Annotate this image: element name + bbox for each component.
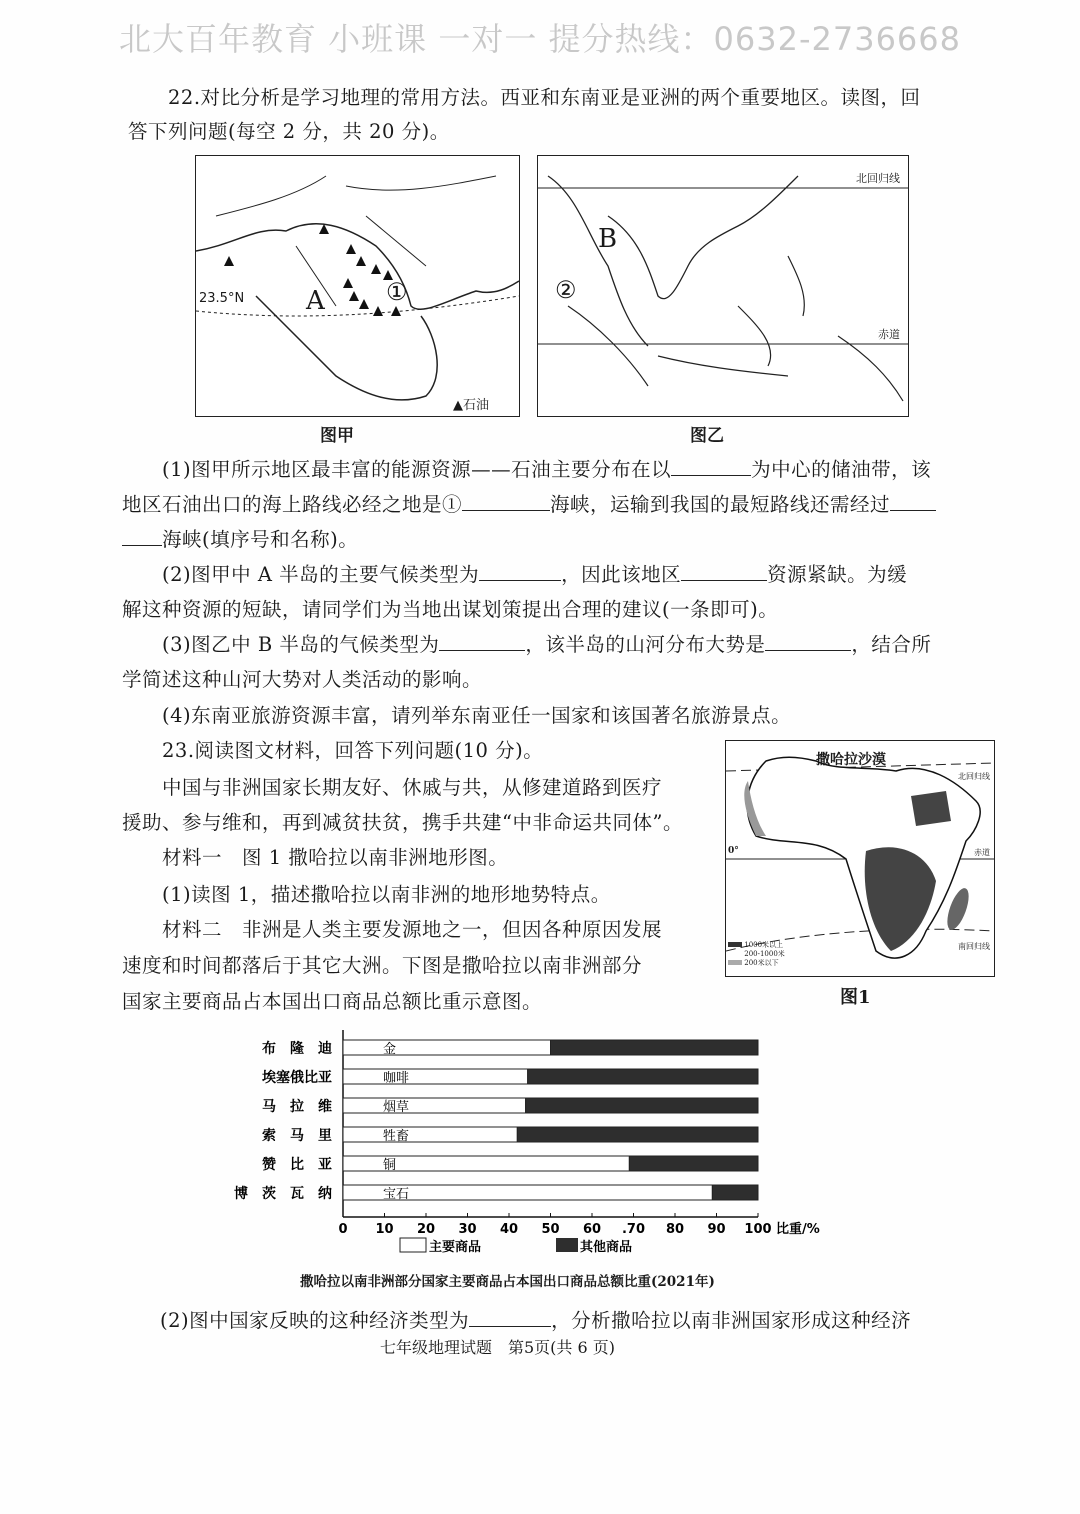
main-goods-label: 金 [383,1042,397,1057]
category-label: 博 茨 瓦 纳 [234,1186,332,1202]
q23-intro: 23.阅读图文材料，回答下列问题(10 分)。 [162,739,544,762]
x-axis-label: 比重/% [776,1222,820,1237]
equator-label: 赤道 [878,328,900,341]
map-africa [725,740,995,977]
tropic-label: 北回归线 [856,172,900,185]
category-label: 马 拉 维 [262,1099,332,1115]
export-share-chart [0,1025,1080,1295]
map-southeast-asia [537,155,909,417]
elevation-legend: 1000米以上 200-1000米 200米以下 [728,941,785,968]
x-tick-label: 90 [707,1222,726,1237]
x-tick-label: 40 [499,1222,519,1237]
bar-main-goods [343,1127,517,1142]
x-tick-label: 20 [416,1222,436,1237]
q22-s3-line2: 学简述这种山河大势对人类活动的影响。 [122,668,483,691]
q22-s3: (3)图乙中 B 半岛的气候类型为 ，该半岛的山河分布大势是 ，结合所 [162,633,932,656]
x-tick-label: 60 [582,1222,602,1237]
x-tick-label: .70 [621,1222,646,1237]
x-tick-label: 10 [375,1222,394,1237]
bar-other-goods [551,1040,759,1055]
x-tick-label: 100 [744,1222,772,1237]
x-tick-label: 0 [338,1222,348,1237]
bar-other-goods [526,1098,758,1113]
category-label: 赞 比 亚 [262,1157,332,1173]
label-1: ① [386,278,408,306]
main-goods-label: 牲畜 [383,1129,410,1144]
bar-main-goods [343,1098,526,1113]
q22-s2-line2: 解这种资源的短缺，请同学们为当地出谋划策提出合理的建议(一条即可)。 [122,598,779,621]
q23-material-2a: 材料二 非洲是人类主要发源地之一，但因各种原因发展 [162,918,663,941]
q23-s2: (2)图中国家反映的这种经济类型为 ，分析撒哈拉以南非洲国家形成这种经济 [160,1309,912,1332]
label-a: A [306,286,325,316]
q22-s1: (1)图甲所示地区最丰富的能源资源——石油主要分布在以 为中心的储油带，该 [162,458,932,481]
bar-other-goods [517,1127,758,1142]
legend-label-main: 主要商品 [429,1240,482,1255]
q23-material-2c: 国家主要商品占本国出口商品总额比重示意图。 [122,990,543,1013]
q22-s2: (2)图甲中 A 半岛的主要气候类型为 ，因此该地区 资源紧缺。为缓 [162,563,908,586]
zero-label: 0° [728,846,739,856]
q22-s1-line3: 海峡(填序号和名称)。 [122,522,358,557]
bar-other-goods [629,1156,758,1171]
answer-blank[interactable] [671,475,751,476]
legend-swatch-main [400,1238,426,1252]
legend-swatch-other [556,1238,578,1252]
q23-material-1: 材料一 图 1 撒哈拉以南非洲地形图。 [162,846,509,869]
main-goods-label: 铜 [383,1158,397,1173]
answer-blank[interactable] [469,1326,551,1327]
latitude-label: 23.5°N [199,291,245,306]
answer-blank[interactable] [439,650,525,651]
q23-material-2b: 速度和时间都落后于其它大洲。下图是撒哈拉以南非洲部分 [122,954,643,977]
watermark: 北大百年教育 小班课 一对一 提分热线：0632-2736668 [118,20,962,58]
label-b: B [598,224,618,254]
west-asia-map-drawing [196,156,519,416]
page-footer: 七年级地理试题 第5页(共 6 页) [380,1338,616,1357]
answer-blank[interactable] [681,580,767,581]
x-tick-label: 50 [541,1222,560,1237]
answer-blank[interactable] [479,580,561,581]
q22-intro-2: 答下列问题(每空 2 分，共 20 分)。 [128,120,450,143]
tropic-n-label: 北回归线 [958,772,990,781]
q23-p2: 援助、参与维和，再到减贫扶贫，携手共建“中非命运共同体”。 [122,811,683,834]
category-label: 埃塞俄比亚 [262,1070,332,1086]
main-goods-label: 咖啡 [383,1071,410,1086]
equator-label: 赤道 [974,848,990,857]
africa-map-caption: 图1 [840,987,871,1008]
answer-blank[interactable] [462,510,550,511]
map-jia-caption: 图甲 [320,426,354,446]
category-label: 索 马 里 [262,1128,332,1144]
chart-title: 撒哈拉以南非洲部分国家主要商品占本国出口商品总额比重(2021年) [300,1274,715,1290]
answer-blank[interactable] [890,510,936,511]
southeast-asia-map-drawing [538,156,908,416]
x-tick-label: 30 [458,1222,477,1237]
q22-s4: (4)东南亚旅游资源丰富，请列举东南亚任一国家和该国著名旅游景点。 [162,704,792,727]
bar-other-goods [712,1185,758,1200]
map-yi-caption: 图乙 [690,426,724,446]
q22-s1-line2: 地区石油出口的海上路线必经之地是① 海峡，运输到我国的最短路线还需经过 [122,487,992,522]
answer-blank[interactable] [122,545,162,546]
map-west-asia [195,155,520,417]
bar-main-goods [343,1040,551,1055]
legend-swatch [728,960,742,965]
bar-main-goods [343,1069,528,1084]
label-2: ② [555,276,577,304]
legend-label-other: 其他商品 [580,1240,633,1255]
tropic-s-label: 南回归线 [958,942,990,951]
q22-intro-1: 22.对比分析是学习地理的常用方法。西亚和东南亚是亚洲的两个重要地区。读图，回 [168,86,921,109]
sahara-label: 撒哈拉沙漠 [816,752,886,768]
legend-swatch [728,951,742,956]
main-goods-label: 宝石 [383,1187,410,1202]
q23-p1: 中国与非洲国家长期友好、休戚与共，从修建道路到医疗 [162,776,663,799]
oil-icon: ▲ [453,398,463,413]
legend-swatch [728,942,742,947]
x-tick-label: 80 [665,1222,685,1237]
answer-blank[interactable] [765,650,851,651]
category-label: 布 隆 迪 [262,1041,332,1057]
q23-s1: (1)读图 1，描述撒哈拉以南非洲的地形地势特点。 [162,883,611,906]
bar-other-goods [528,1069,758,1084]
main-goods-label: 烟草 [383,1100,410,1115]
legend-oil: ▲石油 [453,398,490,413]
